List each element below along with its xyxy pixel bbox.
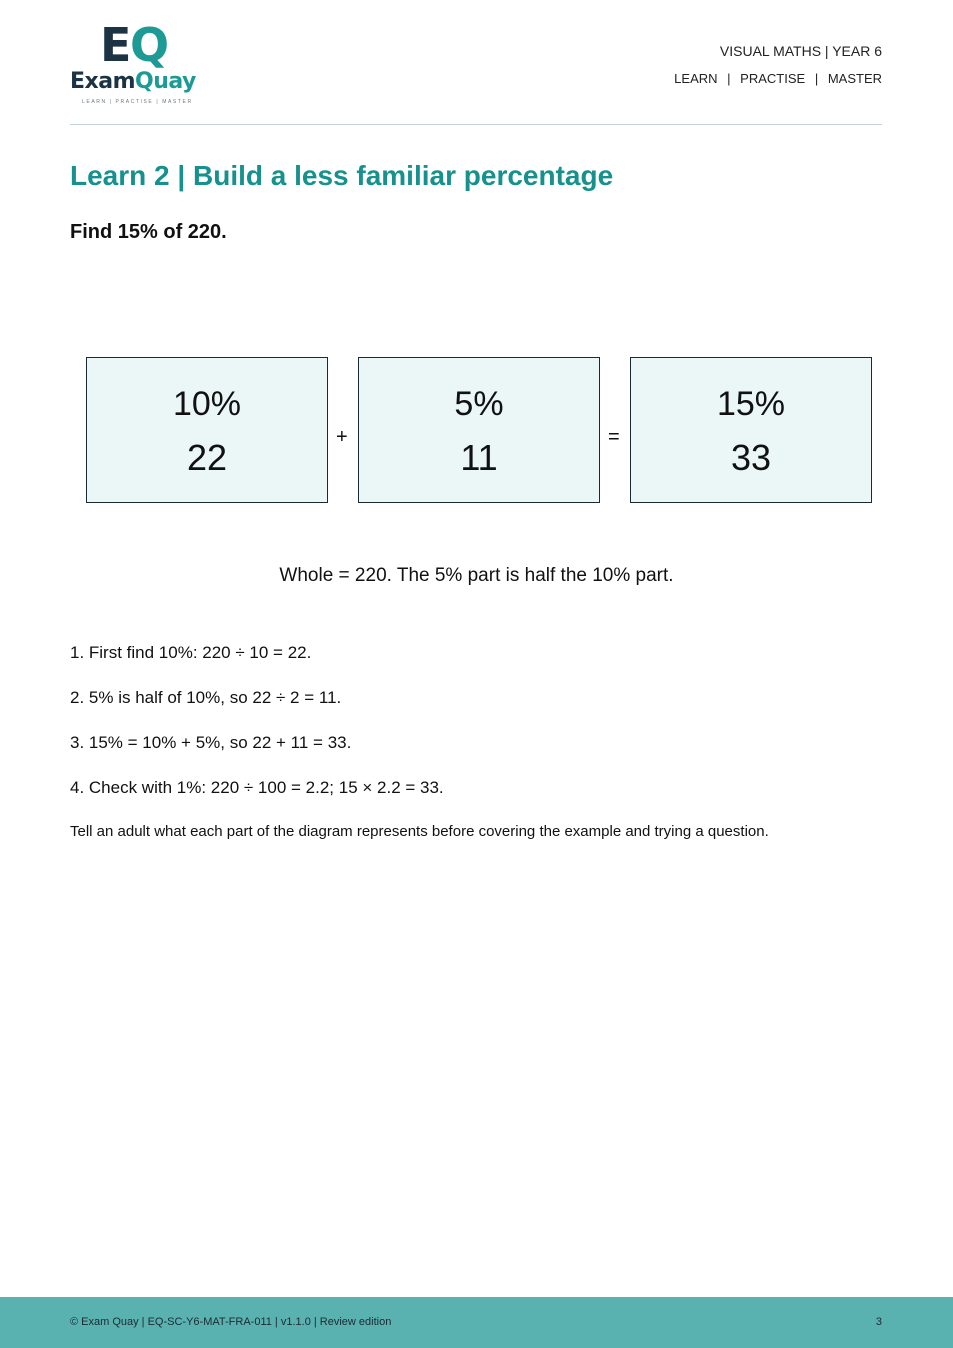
- nav-master: MASTER: [827, 71, 882, 86]
- box-value-label: 22: [186, 437, 228, 478]
- header-divider: [70, 124, 882, 125]
- box-value-label: 11: [460, 437, 498, 478]
- box-percent-label: 15%: [716, 385, 786, 423]
- step-2: 2. 5% is half of 10%, so 22 ÷ 2 = 11.: [70, 688, 342, 707]
- logo-word-exam: Exam: [70, 69, 135, 94]
- page-title: Learn 2 | Build a less familiar percentage: [70, 160, 614, 191]
- logo-mark-e: E: [100, 18, 130, 72]
- step-4: 4. Check with 1%: 220 ÷ 100 = 2.2; 15 × 2.2 = 33.: [70, 778, 444, 797]
- nav-practise: PRACTISE: [740, 71, 806, 86]
- nav-separator: |: [814, 71, 819, 86]
- diagram-box-15-percent: [630, 357, 872, 503]
- nav-separator: |: [727, 71, 731, 86]
- diagram-caption: Whole = 220. The 5% part is half the 10% part.: [279, 565, 674, 586]
- logo-tagline: LEARN | PRACTISE | MASTER: [82, 99, 193, 105]
- diagram-box-5-percent: [358, 357, 600, 503]
- footer-copyright: © Exam Quay | EQ-SC-Y6-MAT-FRA-011 | v1.1.0 | Review edition: [70, 1316, 392, 1328]
- header-nav: [674, 71, 882, 87]
- nav-learn: LEARN: [674, 71, 718, 86]
- worked-steps: [70, 642, 444, 822]
- logo-mark-q: Q: [130, 18, 170, 72]
- subject-label: VISUAL MATHS | YEAR 6: [719, 43, 882, 59]
- logo-wordmark: [70, 68, 196, 96]
- box-value-label: 33: [730, 437, 772, 478]
- page-number: 3: [875, 1316, 882, 1328]
- box-percent-label: 10%: [172, 385, 242, 423]
- header-info: [674, 43, 882, 87]
- step-1: 1. First find 10%: 220 ÷ 10 = 22.: [70, 643, 312, 662]
- diagram-box-10-percent: [86, 357, 328, 503]
- step-3: 3. 15% = 10% + 5%, so 22 + 11 = 33.: [70, 733, 352, 752]
- logo-word-quay: Quay: [135, 69, 196, 94]
- instruction-note: Tell an adult what each part of the diagram represents before covering the example and trying a question.: [70, 823, 769, 840]
- equals-operator: =: [608, 426, 620, 448]
- page-footer: [0, 1297, 953, 1348]
- plus-operator: +: [336, 426, 348, 448]
- box-percent-label: 5%: [454, 385, 504, 423]
- question-prompt: Find 15% of 220.: [70, 221, 227, 243]
- exam-quay-logo: [70, 20, 215, 108]
